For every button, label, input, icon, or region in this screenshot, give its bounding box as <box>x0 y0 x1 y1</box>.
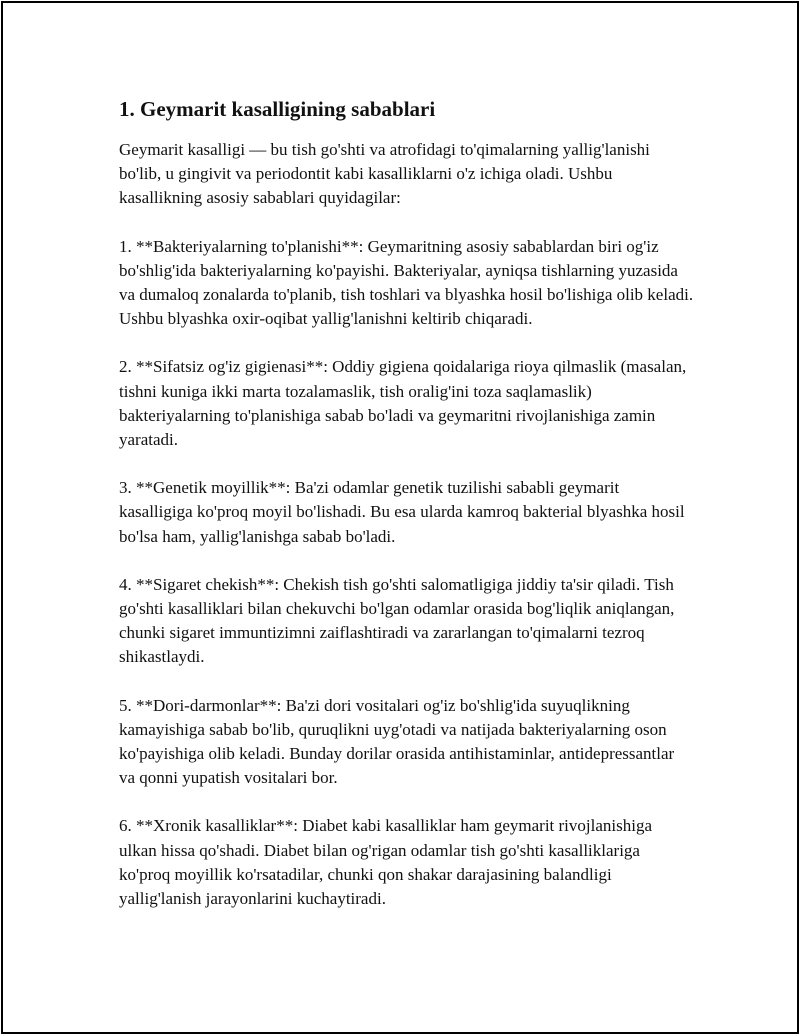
cause-paragraph-bacteria: 1. **Bakteriyalarning to'planishi**: Geymaritning asosiy sabablardan biri og'iz bo'shlig'ida bakteriyalarning ko'payishi. Bakteriyalar, ayniqsa tishlarning yuzasida va dumaloq zonalarda to'planib, tish toshlari va blyashka hosil bo'lishiga olib keladi. Ushbu blyashka oxir-oqibat yallig'lanishni keltirib chiqaradi. <box>119 236 694 329</box>
section-title: 1. Geymarit kasalligining sabablari <box>119 97 436 121</box>
cause-paragraph-smoking: 4. **Sigaret chekish**: Chekish tish go'shti salomatligiga jiddiy ta'sir qiladi. Tish go'shti kasalliklari bilan chekuvchi bo'lgan odamlar orasida bog'liqlik aniqlangan, chunki sigaret immuntizimni zaiflashtiradi va zararlangan to'qimalarni tezroq shikastlaydi. <box>119 574 675 667</box>
cause-paragraph-hygiene: 2. **Sifatsiz og'iz gigienasi**: Oddiy gigiena qoidalariga rioya qilmaslik (masalan, tishni kuniga ikki marta tozalamaslik, tish oralig'ini toza saqlamaslik) bakteriyalarning to'planishiga sabab bo'ladi va geymaritni rivojlanishiga zamin yaratadi. <box>119 357 687 450</box>
cause-paragraph-chronic-diseases: 6. **Xronik kasalliklar**: Diabet kabi kasalliklar ham geymarit rivojlanishiga ulkan hissa qo'shadi. Diabet bilan og'rigan odamlar tish go'shti kasalliklariga ko'proq moyillik ko'rsatadilar, chunki qon shakar darajasining balandligi yallig'lanish jarayonlarini kuchaytiradi. <box>119 816 653 909</box>
document-page <box>1 1 799 1034</box>
cause-paragraph-genetics: 3. **Genetik moyillik**: Ba'zi odamlar genetik tuzilishi sababli geymarit kasalligiga ko'proq moyil bo'lishadi. Bu esa ularda kamroq bakterial blyashka hosil bo'lsa ham, yallig'lanishga sabab bo'ladi. <box>119 478 685 546</box>
intro-paragraph: Geymarit kasalligi — bu tish go'shti va atrofidagi to'qimalarning yallig'lanishi bo'lib, u gingivit va periodontit kabi kasalliklarni o'z ichiga oladi. Ushbu kasallikning asosiy sabablari quyidagilar: <box>119 140 650 208</box>
document-content <box>119 95 694 935</box>
cause-paragraph-medications: 5. **Dori-darmonlar**: Ba'zi dori vositalari og'iz bo'shlig'ida suyuqlikning kamayishiga sabab bo'lib, quruqlikni uyg'otadi va natijada bakteriyalarning oson ko'payishiga olib keladi. Bunday dorilar orasida antihistaminlar, antidepressantlar va qonni yupatish vositalari bor. <box>119 695 675 788</box>
